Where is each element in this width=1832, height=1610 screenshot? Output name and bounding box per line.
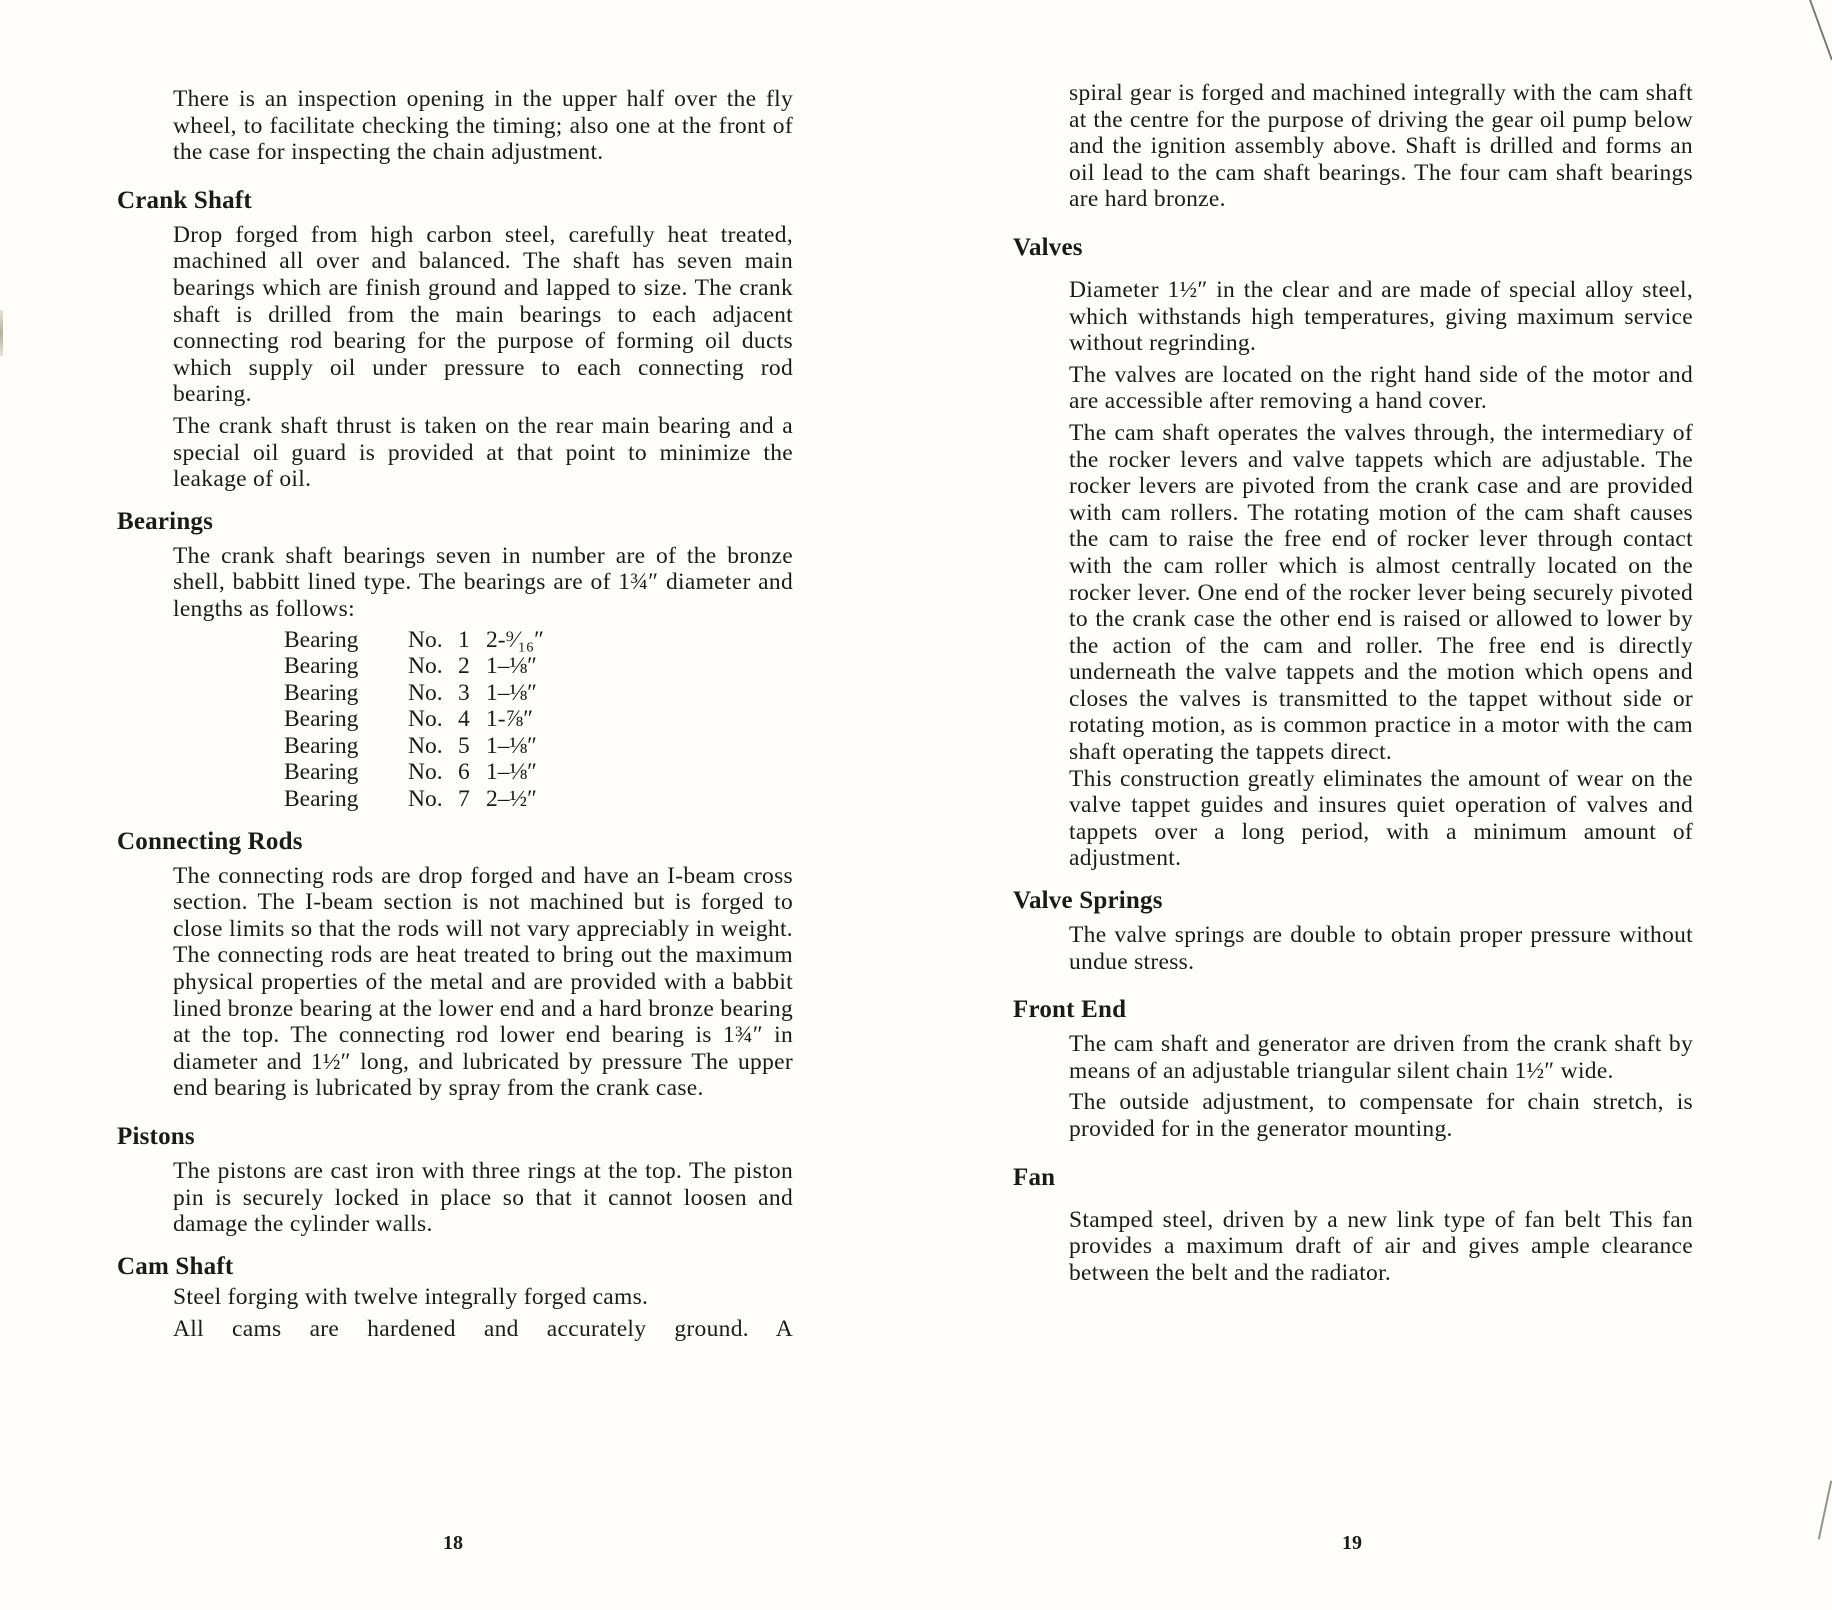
bearing-length: 1–⅛″ xyxy=(486,653,537,680)
front-end-paragraph: The cam shaft and generator are driven from the crank shaft by means of an adjustable triangular silent chain 1½″ wide. xyxy=(1069,1031,1693,1084)
pistons-paragraph: The pistons are cast iron with three rings at the top. The piston pin is securely locked in place so that it cannot loosen and damage the cylinder walls. xyxy=(173,1158,793,1238)
bearing-length: 2–½″ xyxy=(486,786,537,813)
bearing-number: 3 xyxy=(458,679,470,706)
bearing-length: 1–⅛″ xyxy=(486,759,537,786)
bearing-no: No. xyxy=(408,786,443,813)
page-edge-mark xyxy=(1809,0,1832,60)
section-heading-fan: Fan xyxy=(1013,1163,1056,1191)
bearing-no: No. xyxy=(408,626,443,653)
bearing-number: 2 xyxy=(458,653,470,680)
crank-shaft-paragraph: The crank shaft thrust is taken on the rear main bearing and a special oil guard is provided at that point to minimize the leakage of oil. xyxy=(173,412,793,493)
page-number: 18 xyxy=(443,1532,463,1554)
connecting-rods-paragraph: The connecting rods are drop forged and have an I-beam cross section. The I-beam section is not machined but is forged to close limits so that the rods will not vary appreciably in weight. The connecting rods are heat treated to bring out the maximum physical properties of the metal and are provided with a babbit lined bronze bearing at the lower end and a hard bronze bearing at the top. The connecting rod lower end bearing is 1¾″ in diameter and 1½″ long, and lubricated by pressure The upper end bearing is lubricated by spray from the crank case. xyxy=(173,862,793,1102)
fan-paragraph: Stamped steel, driven by a new link type of fan belt This fan provides a maximum draft of air and gives ample clearance between the belt and the radiator. xyxy=(1069,1206,1693,1286)
page-edge-mark xyxy=(0,310,3,356)
bearing-label: Bearing xyxy=(284,653,359,680)
section-heading-front-end: Front End xyxy=(1013,996,1127,1024)
table-row xyxy=(284,759,544,786)
bearing-no: No. xyxy=(408,653,443,680)
table-row xyxy=(284,680,544,707)
right-page-column xyxy=(1013,80,1693,1286)
bearing-no: No. xyxy=(408,679,443,706)
table-row xyxy=(284,786,544,813)
cam-shaft-paragraph: Steel forging with twelve integrally forged cams. xyxy=(173,1283,649,1310)
page-number: 19 xyxy=(1342,1532,1362,1554)
table-row xyxy=(284,733,544,760)
valves-paragraph: The cam shaft operates the valves through, the intermediary of the rocker levers and valve tappets which are adjustable. The rocker levers are pivoted from the crank case and are provided with cam rollers. The rotating motion of the cam shaft causes the cam to raise the free end of rocker lever through contact with the cam roller which is almost centrally located on the rocker lever. One end of the rocker lever being securely pivoted to the crank case the other end is raised or allowed to lower by the action of the cam and roller. The free end is directly underneath the valve tappets and the motion which opens and closes the valves is transmitted to the tappet without side or rotating motion, as is common practice in a motor with the cam shaft operating the tappets direct. xyxy=(1069,419,1693,766)
bearing-length: 1-⅞″ xyxy=(486,706,533,733)
section-heading-bearings: Bearings xyxy=(117,507,214,535)
valves-paragraph: The valves are located on the right hand side of the motor and are accessible after removing a hand cover. xyxy=(1069,361,1693,415)
bearing-label: Bearing xyxy=(284,626,359,653)
section-heading-cam-shaft: Cam Shaft xyxy=(117,1252,234,1280)
bearing-number: 5 xyxy=(458,732,470,759)
section-heading-pistons: Pistons xyxy=(117,1123,195,1150)
section-heading-valve-springs: Valve Springs xyxy=(1013,887,1163,915)
bearing-number: 6 xyxy=(458,759,470,786)
bearings-paragraph: The crank shaft bearings seven in number are of the bronze shell, babbitt lined type. The bearings are of 1¾″ diameter and lengths as follows: xyxy=(173,542,793,622)
table-row xyxy=(284,706,544,733)
valves-paragraph: This construction greatly eliminates the amount of wear on the valve tappet guides and insures quiet operation of valves and tappets over a long period, with a minimum amount of adjustment. xyxy=(1069,765,1693,872)
bearing-lengths-table xyxy=(284,627,544,813)
section-heading-crank-shaft: Crank Shaft xyxy=(117,186,252,214)
left-page-column xyxy=(117,86,793,1343)
table-row xyxy=(284,627,544,654)
valves-paragraph: Diameter 1½″ in the clear and are made of special alloy steel, which withstands high temperatures, giving maximum service without regrinding. xyxy=(1069,276,1693,357)
bearing-length: 1–⅛″ xyxy=(486,679,537,706)
bearing-number: 1 xyxy=(458,626,470,653)
table-row xyxy=(284,653,544,680)
continuation-paragraph: spiral gear is forged and machined integrally with the cam shaft at the centre for the purpose of driving the gear oil pump below and the ignition assembly above. Shaft is drilled and forms an oil lead to the cam shaft bearings. The four cam shaft bearings are hard bronze. xyxy=(1069,80,1693,213)
page-edge-mark xyxy=(1818,1480,1832,1539)
valve-springs-paragraph: The valve springs are double to obtain proper pressure without undue stress. xyxy=(1069,922,1693,975)
bearing-number: 7 xyxy=(458,786,470,813)
intro-paragraph: There is an inspection opening in the upper half over the fly wheel, to facilitate checking the timing; also one at the front of the case for inspecting the chain adjustment. xyxy=(173,86,793,166)
bearing-label: Bearing xyxy=(284,759,359,786)
bearing-length: 1–⅛″ xyxy=(486,732,537,759)
bearing-number: 4 xyxy=(458,706,470,733)
crank-shaft-paragraph: Drop forged from high carbon steel, carefully heat treated, machined all over and balanced. The shaft has seven main bearings which are finish ground and lapped to size. The crank shaft is drilled from the main bearings to each adjacent connecting rod bearing for the purpose of forming oil ducts which supply oil under pressure to each connecting rod bearing. xyxy=(173,221,793,408)
bearing-label: Bearing xyxy=(284,679,359,706)
cam-shaft-paragraph: All cams are hardened and accurately ground. A xyxy=(173,1316,793,1343)
bearing-label: Bearing xyxy=(284,706,359,733)
bearing-no: No. xyxy=(408,706,443,733)
bearing-label: Bearing xyxy=(284,786,359,813)
bearing-label: Bearing xyxy=(284,732,359,759)
bearing-length: 2-⁹⁄₁₆″ xyxy=(486,626,544,653)
section-heading-valves: Valves xyxy=(1013,233,1083,261)
section-heading-connecting-rods: Connecting Rods xyxy=(117,827,303,855)
bearing-no: No. xyxy=(408,732,443,759)
front-end-paragraph: The outside adjustment, to compensate for chain stretch, is provided for in the generator mounting. xyxy=(1069,1089,1693,1142)
bearing-no: No. xyxy=(408,759,443,786)
